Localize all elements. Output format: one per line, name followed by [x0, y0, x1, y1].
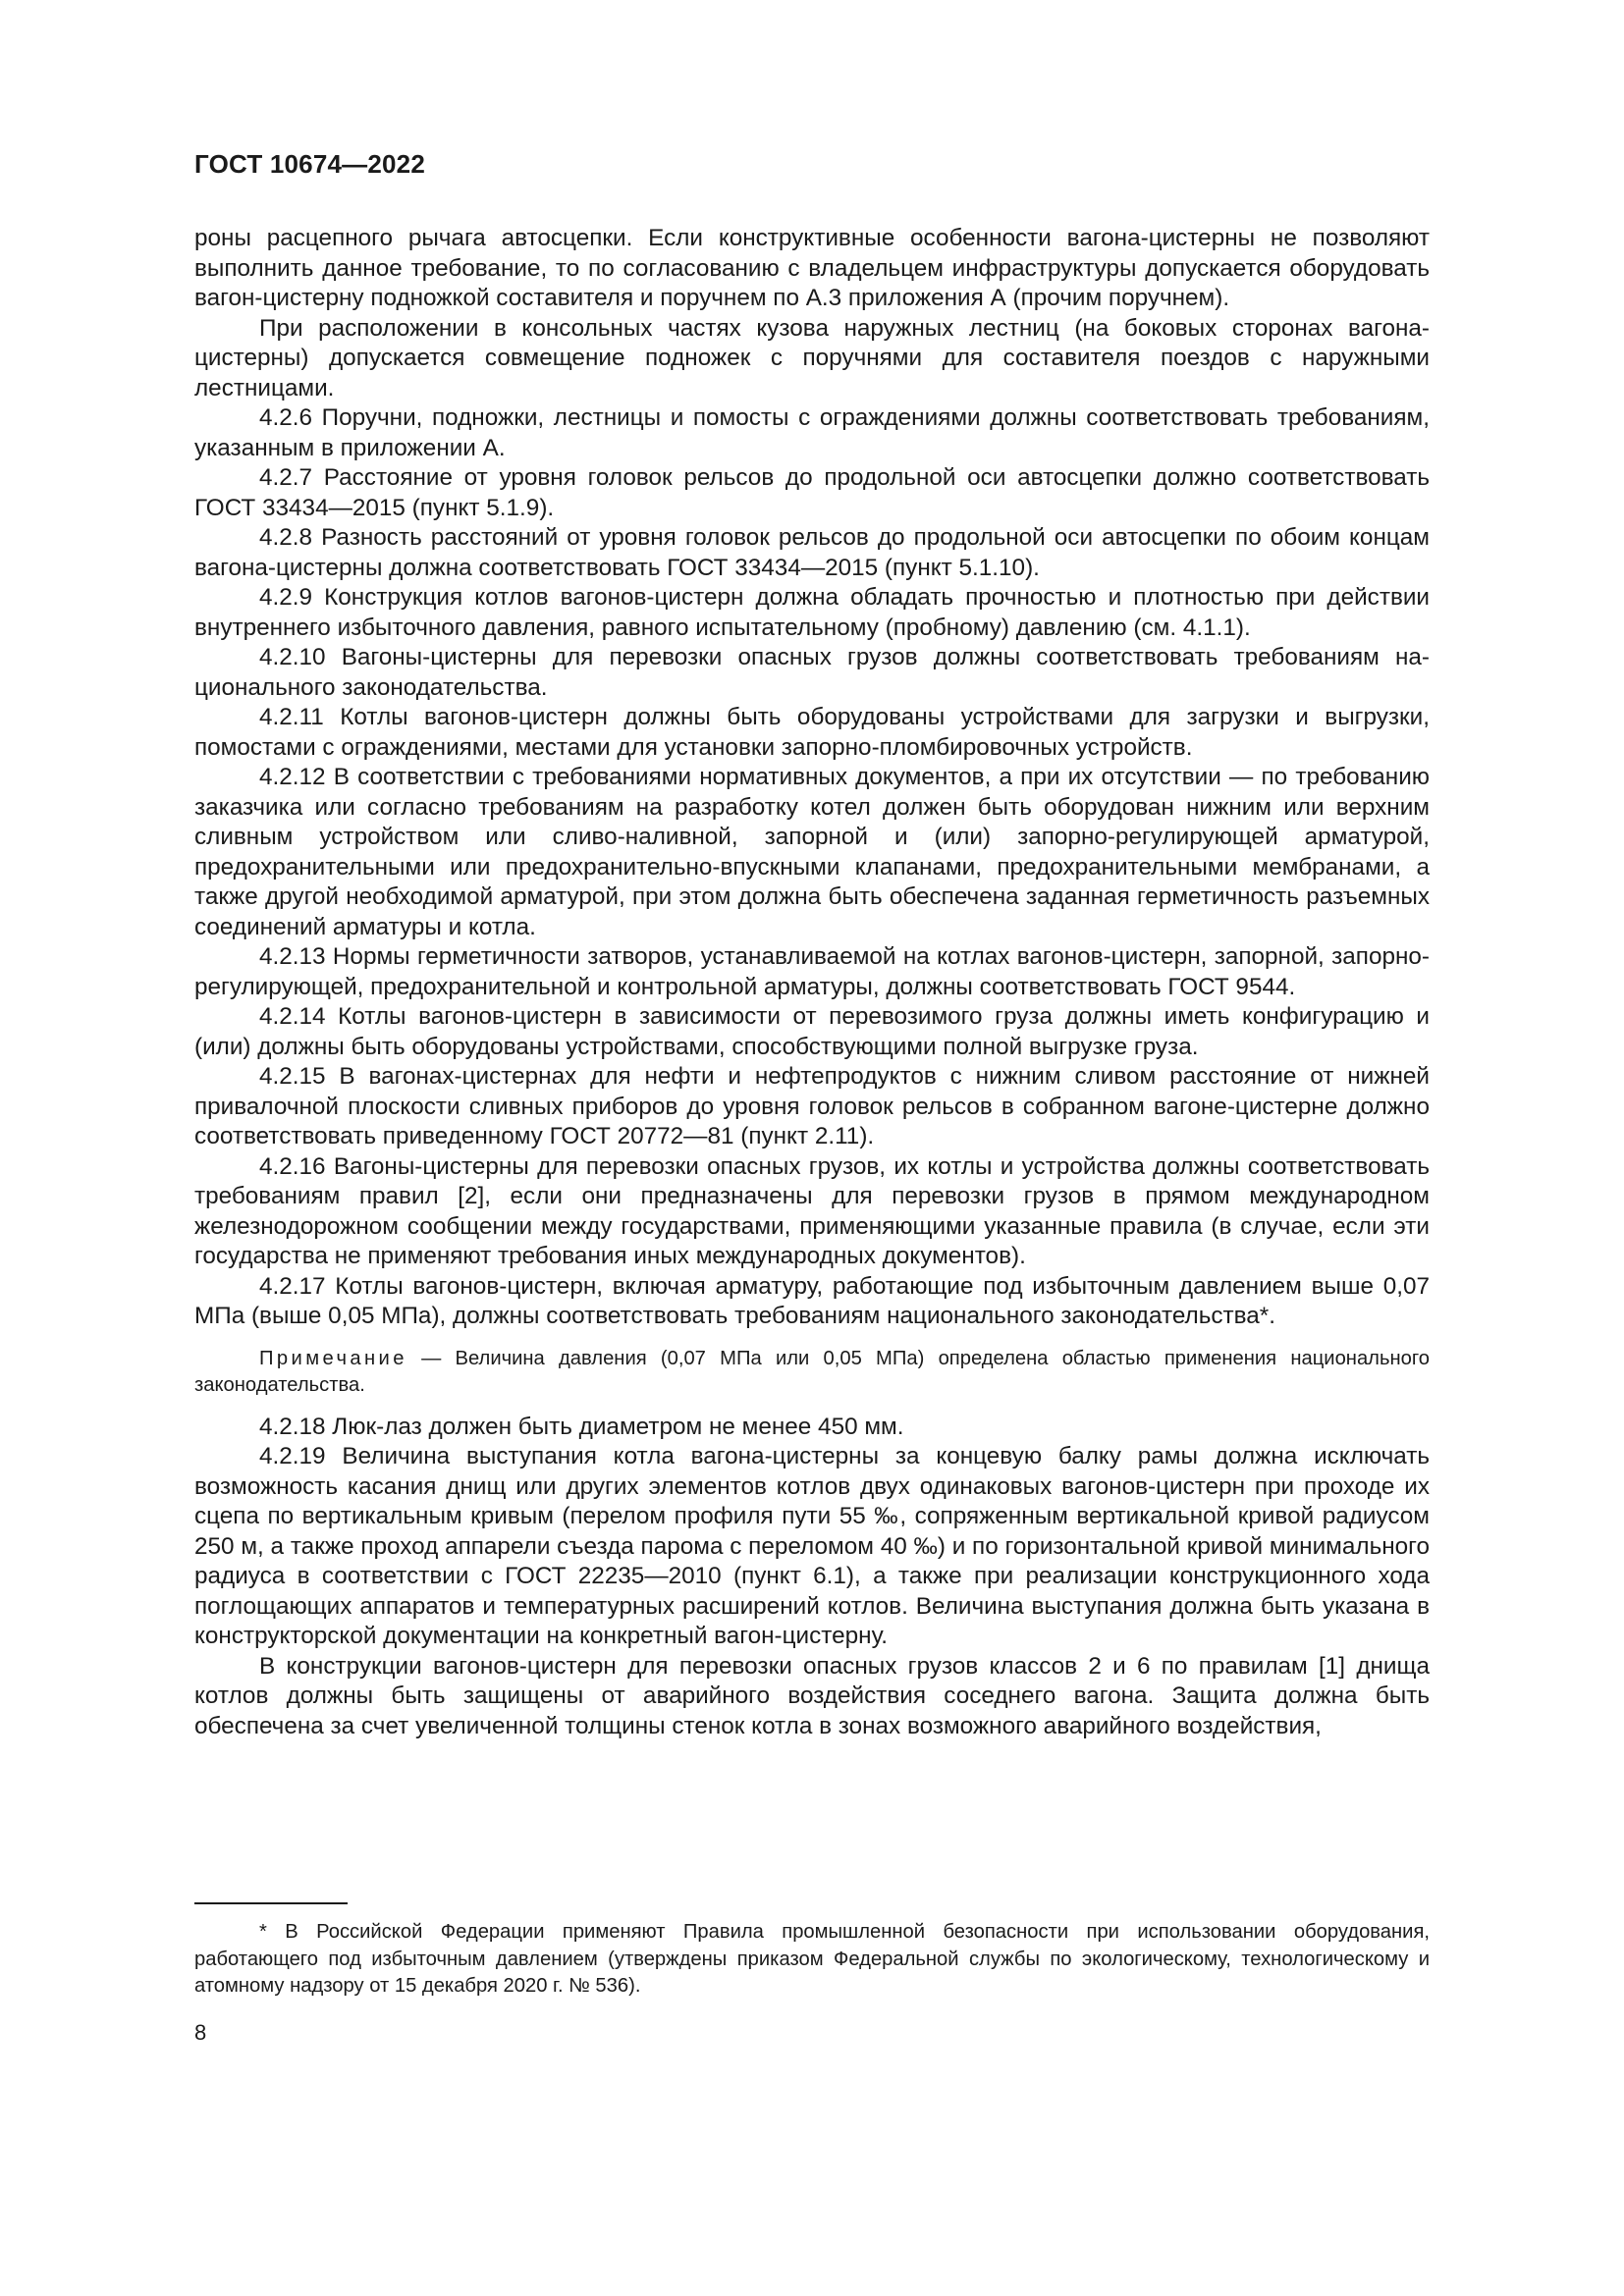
paragraph: При расположении в консольных частях кузова наружных лестниц (на боковых сторонах вагона-цистерны) допускается совмещение подножек с поручнями для составителя поездов с наружными лестницами. — [194, 314, 1430, 401]
clause-4-2-6: 4.2.6 Поручни, подножки, лестницы и помосты с ограждениями должны соответствовать требованиям, указанным в приложении А. — [194, 404, 1430, 461]
footnote: * В Российской Федерации применяют Правила промышленной безопасности при использовании оборудования, работающего под избыточным давлением (утверждены приказом Федеральной службы по экологическому, технологическому и атомному надзору от 15 декабря 2020 г. № 536). — [194, 1921, 1430, 1997]
clause-4-2-11: 4.2.11 Котлы вагонов-цистерн должны быть оборудованы устройствами для загрузки и выгрузки, помостами с ограждениями, местами для установки запорно-пломбировочных устройств. — [194, 704, 1430, 761]
clause-4-2-8: 4.2.8 Разность расстояний от уровня головок рельсов до продольной оси автосцепки по обоим концам вагона-цистерны должна соответствовать ГОСТ 33434—2015 (пункт 5.1.10). — [194, 524, 1430, 581]
clause-4-2-18: 4.2.18 Люк-лаз должен быть диаметром не менее 450 мм. — [259, 1413, 904, 1440]
page-number: 8 — [194, 2020, 207, 2045]
clause-4-2-14: 4.2.14 Котлы вагонов-цистерн в зависимости от перевозимого груза должны иметь конфигурацию и (или) должны быть оборудованы устройствами, способствующими полной выгрузке груза. — [194, 1003, 1430, 1060]
clause-4-2-19: 4.2.19 Величина выступания котла вагона-цистерны за концевую балку рамы должна исключать возможность касания днищ или других элементов котлов двух одинаковых вагонов-цистерн при проходе их сцепа по вертикальным кривым (перелом профиля пути 55 ‰, сопряженным вертикальной кривой радиусом 250 м, а также проход аппарели съезда парома с переломом 40 ‰) и по горизонтальной кривой минимального радиуса в соответствии с ГОСТ 22235—2010 (пункт 6.1), а также при реализации конструкционного хода поглощающих аппаратов и температурных расширений котлов. Величина выступания должна быть указана в конструкторской документации на конкретный вагон-цистерну. — [194, 1443, 1430, 1649]
clause-4-2-12: 4.2.12 В соответствии с требованиями нормативных документов, а при их отсутствии — по требованию заказчика или согласно требованиям на разработку котел должен быть оборудован нижним или верхним сливным устройством или сливо-наливной, запорной и (или) запорно-регулирующей арматурой, предохранительными или предохранительно-впускными клапанами, предохранительными мембранами, а также другой необходимой арматурой, при этом должна быть обеспечена заданная герметичность разъемных соединений арматуры и котла. — [194, 764, 1430, 940]
clause-4-2-15: 4.2.15 В вагонах-цистернах для нефти и нефтепродуктов с нижним сливом расстояние от нижней привалочной плоскости сливных приборов до уровня головок рельсов в собранном вагоне-цистерне должно соответствовать приведенному ГОСТ 20772—81 (пункт 2.11). — [194, 1063, 1430, 1149]
note — [194, 1346, 1430, 1399]
paragraph: В конструкции вагонов-цистерн для перевозки опасных грузов классов 2 и 6 по правилам [1] днища котлов должны быть защищены от аварийного воздействия соседнего вагона. Защита должна быть обеспечена за счет увеличенной толщины стенок котла в зонах возможного аварийного воздействия, — [194, 1652, 1430, 1739]
footnote-separator — [194, 1902, 348, 1904]
clause-4-2-16: 4.2.16 Вагоны-цистерны для перевозки опасных грузов, их котлы и устройства должны соответствовать требованиям правил [2], если они предназначены для перевозки грузов в прямом международном железнодорожном сообщении между государствами, применяющими указанные правила (в случае, если эти государства не применяют требования иных международных документов). — [194, 1152, 1430, 1269]
clause-4-2-17: 4.2.17 Котлы вагонов-цистерн, включая арматуру, работающие под избыточным давлением выше 0,07 МПа (выше 0,05 МПа), должны соответствовать требованиям национального законодательства*. — [194, 1272, 1430, 1329]
note-label: Примечание — [259, 1347, 407, 1369]
document-body — [194, 224, 1430, 1741]
clause-4-2-9: 4.2.9 Конструкция котлов вагонов-цистерн должна обладать прочностью и плотностью при действии внутреннего избыточного давления, равного испытательному (пробному) давлению (см. 4.1.1). — [194, 584, 1430, 641]
clause-4-2-10: 4.2.10 Вагоны-цистерны для перевозки опасных грузов должны соответствовать требованиям национального законодательства. — [194, 644, 1430, 701]
clause-4-2-7: 4.2.7 Расстояние от уровня головок рельсов до продольной оси автосцепки должно соответствовать ГОСТ 33434—2015 (пункт 5.1.9). — [194, 464, 1430, 521]
note-text: — Величина давления (0,07 МПа или 0,05 МПа) определена областью применения национального законодательства. — [194, 1347, 1430, 1396]
clause-4-2-13: 4.2.13 Нормы герметичности затворов, устанавливаемой на котлах вагонов-цистерн, запорной, запорно-регулирующей, предохранительной и контрольной арматуры, должны соответствовать ГОСТ 9544. — [194, 943, 1430, 1000]
paragraph-continuation: роны расцепного рычага автосцепки. Если конструктивные особенности вагона-цистерны не позволяют выполнить данное требование, то по согласованию с владельцем инфраструктуры допускается оборудовать вагон-цистерну подножкой составителя и поручнем по А.3 приложения А (прочим поручнем). — [194, 225, 1430, 311]
document-header: ГОСТ 10674—2022 — [194, 149, 425, 179]
